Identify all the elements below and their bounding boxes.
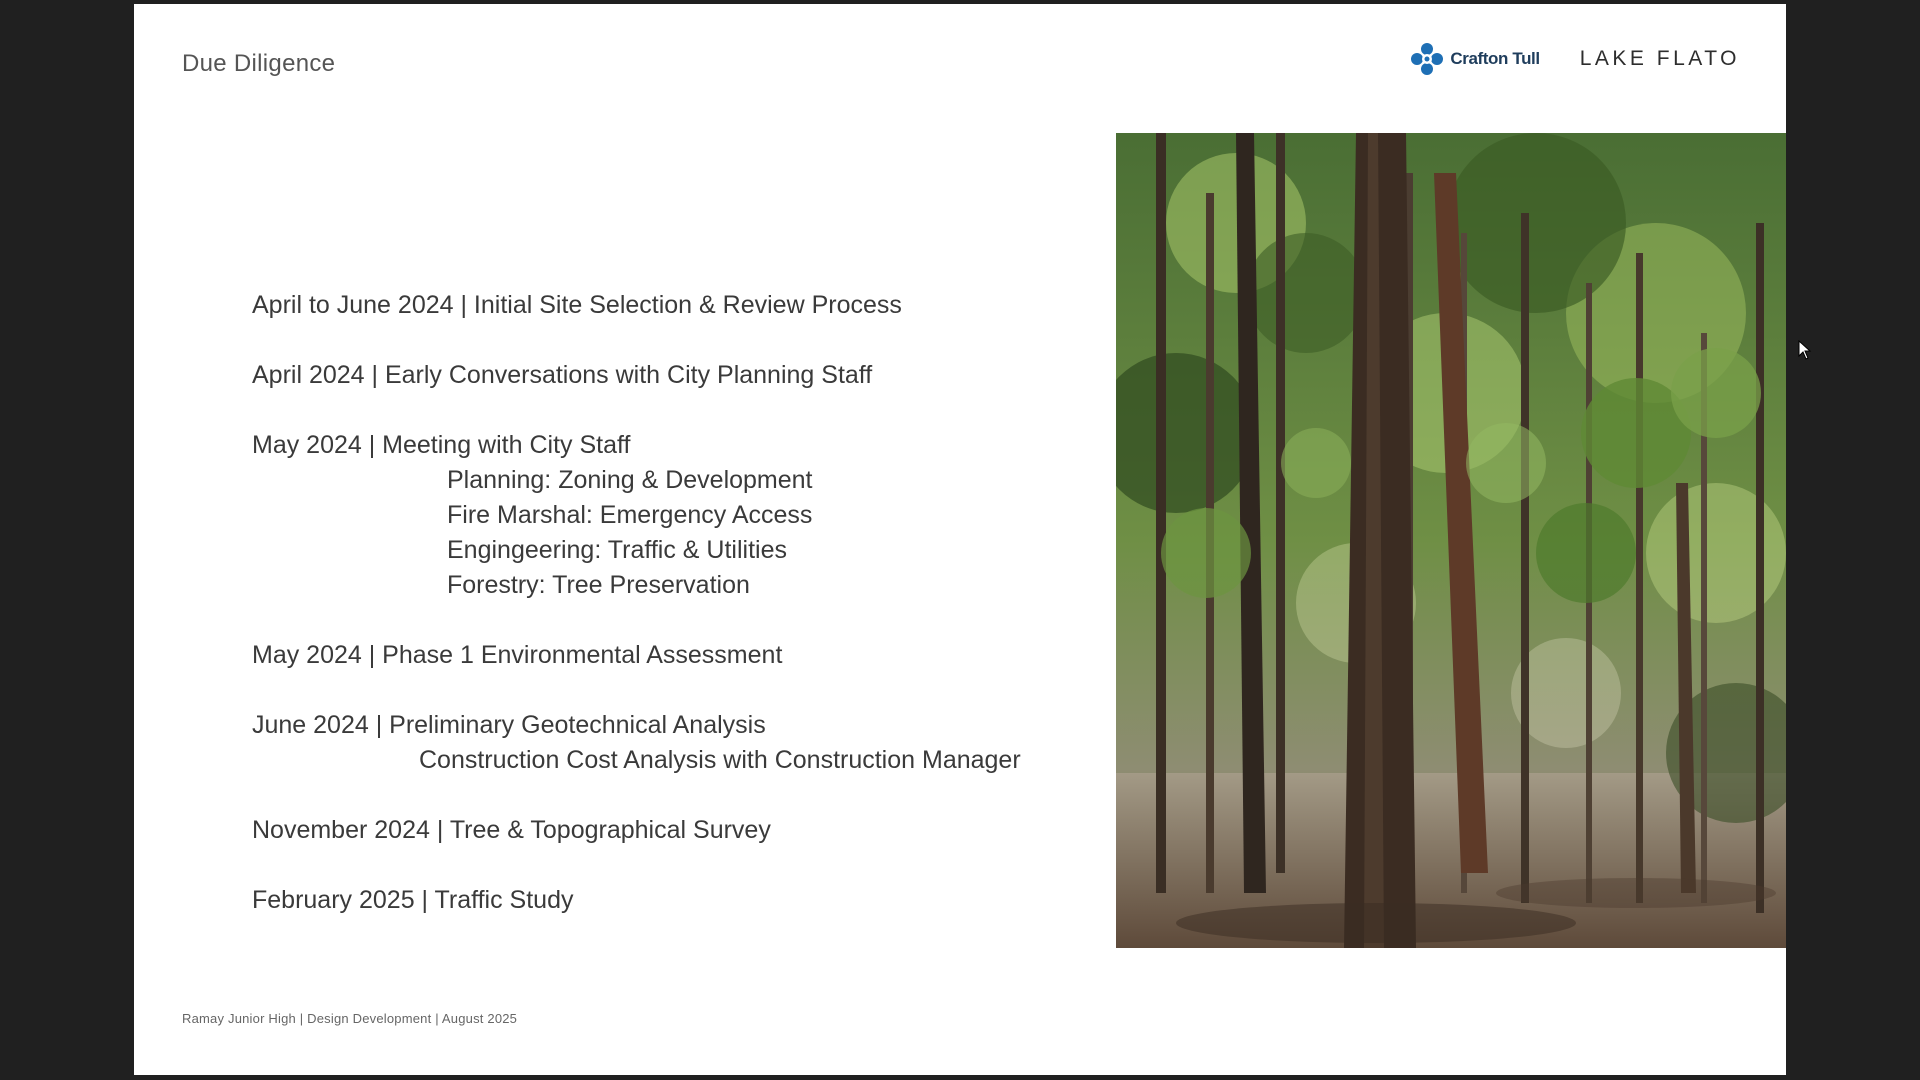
timeline-entry-text: May 2024 | Meeting with City Staff: [252, 431, 631, 459]
timeline-entry: [252, 358, 1192, 393]
timeline-entry-text: May 2024 | Phase 1 Environmental Assessment: [252, 641, 783, 669]
timeline-entry: [252, 708, 1192, 778]
mouse-pointer-icon: [1798, 340, 1812, 360]
timeline-subitem: Engingeering: Traffic & Utilities: [447, 536, 787, 564]
timeline-entry-text: November 2024 | Tree & Topographical Survey: [252, 816, 771, 844]
timeline-entry: [252, 883, 1192, 918]
logo-group: [1410, 42, 1740, 76]
timeline-entry-text: February 2025 | Traffic Study: [252, 886, 574, 914]
presentation-slide: [134, 4, 1786, 1075]
crafton-tull-wordmark: Crafton Tull: [1450, 49, 1540, 68]
crafton-tull-mark-icon: [1410, 42, 1444, 76]
timeline-list: [252, 288, 1192, 953]
timeline-entry-text: June 2024 | Preliminary Geotechnical Analysis: [252, 711, 766, 739]
timeline-entry: [252, 813, 1192, 848]
crafton-tull-logo: [1410, 42, 1539, 76]
timeline-entry: [252, 428, 1192, 603]
timeline-subitem: Fire Marshal: Emergency Access: [447, 501, 813, 529]
forest-photo: [1116, 133, 1786, 948]
timeline-entry-text: April to June 2024 | Initial Site Selection & Review Process: [252, 291, 902, 319]
timeline-subitem: Construction Cost Analysis with Construction Manager: [419, 746, 1021, 774]
timeline-entry: [252, 288, 1192, 323]
forest-photo-icon: [1116, 133, 1786, 948]
timeline-subitem: Forestry: Tree Preservation: [447, 571, 750, 599]
slide-footer: Ramay Junior High | Design Development | August 2025: [182, 1011, 518, 1026]
timeline-entry: [252, 638, 1192, 673]
timeline-entry-text: April 2024 | Early Conversations with City Planning Staff: [252, 361, 873, 389]
timeline-subitem: Planning: Zoning & Development: [447, 466, 813, 494]
lake-flato-logo: LAKE FLATO: [1579, 47, 1740, 70]
slide-header-title: Due Diligence: [182, 50, 336, 77]
